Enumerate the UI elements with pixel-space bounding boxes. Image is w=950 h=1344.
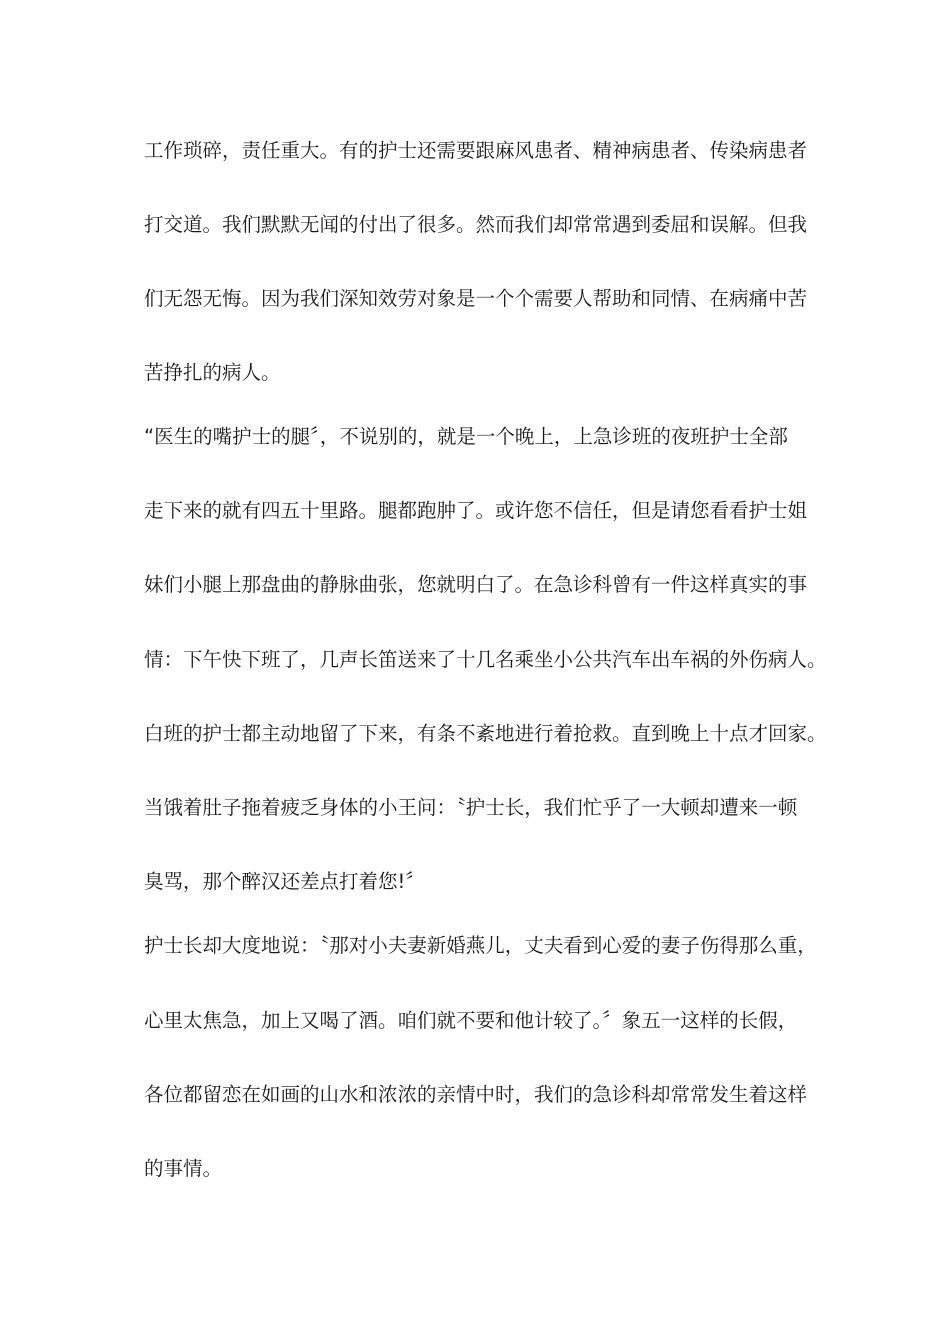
text-line: 白班的护士都主动地留了下来，有条不紊地进行着抢救。直到晚上十点才回家。 bbox=[144, 722, 827, 745]
text-line: 各位都留恋在如画的山水和浓浓的亲情中时，我们的急诊科却常常发生着这样 bbox=[144, 1083, 808, 1106]
text-line: 们无怨无悔。因为我们深知效劳对象是一个个需要人帮助和同情、在病痛中苦 bbox=[144, 287, 808, 310]
text-line: 臭骂，那个醉汉还差点打着您!〞 bbox=[144, 870, 425, 893]
text-line: 心里太焦急，加上又喝了酒。咱们就不要和他计较了。〞象五一这样的长假， bbox=[144, 1009, 798, 1032]
text-line: 的事情。 bbox=[144, 1157, 223, 1180]
text-line: 妹们小腿上那盘曲的静脉曲张，您就明白了。在急诊科曾有一件这样真实的事 bbox=[144, 573, 808, 596]
text-line: 当饿着肚子拖着疲乏身体的小王问：〝护士长，我们忙乎了一大顿却遭来一顿 bbox=[144, 796, 798, 819]
text-line: “医生的嘴护士的腿〞，不说别的，就是一个晚上，上急诊班的夜班护士全部 bbox=[144, 425, 788, 448]
text-line: 工作琐碎，责任重大。有的护士还需要跟麻风患者、精神病患者、传染病患者 bbox=[144, 139, 808, 162]
text-line: 护士长却大度地说：〝那对小夫妻新婚燕儿，丈夫看到心爱的妻子伤得那么重， bbox=[144, 934, 817, 957]
text-line: 打交道。我们默默无闻的付出了很多。然而我们却常常遇到委屈和误解。但我 bbox=[144, 213, 808, 236]
text-line: 苦挣扎的病人。 bbox=[144, 361, 281, 384]
text-line: 情：下午快下班了，几声长笛送来了十几名乘坐小公共汽车出车祸的外伤病人。 bbox=[144, 648, 827, 671]
text-line: 走下来的就有四五十里路。腿都跑肿了。或许您不信任，但是请您看看护士姐 bbox=[144, 499, 808, 522]
